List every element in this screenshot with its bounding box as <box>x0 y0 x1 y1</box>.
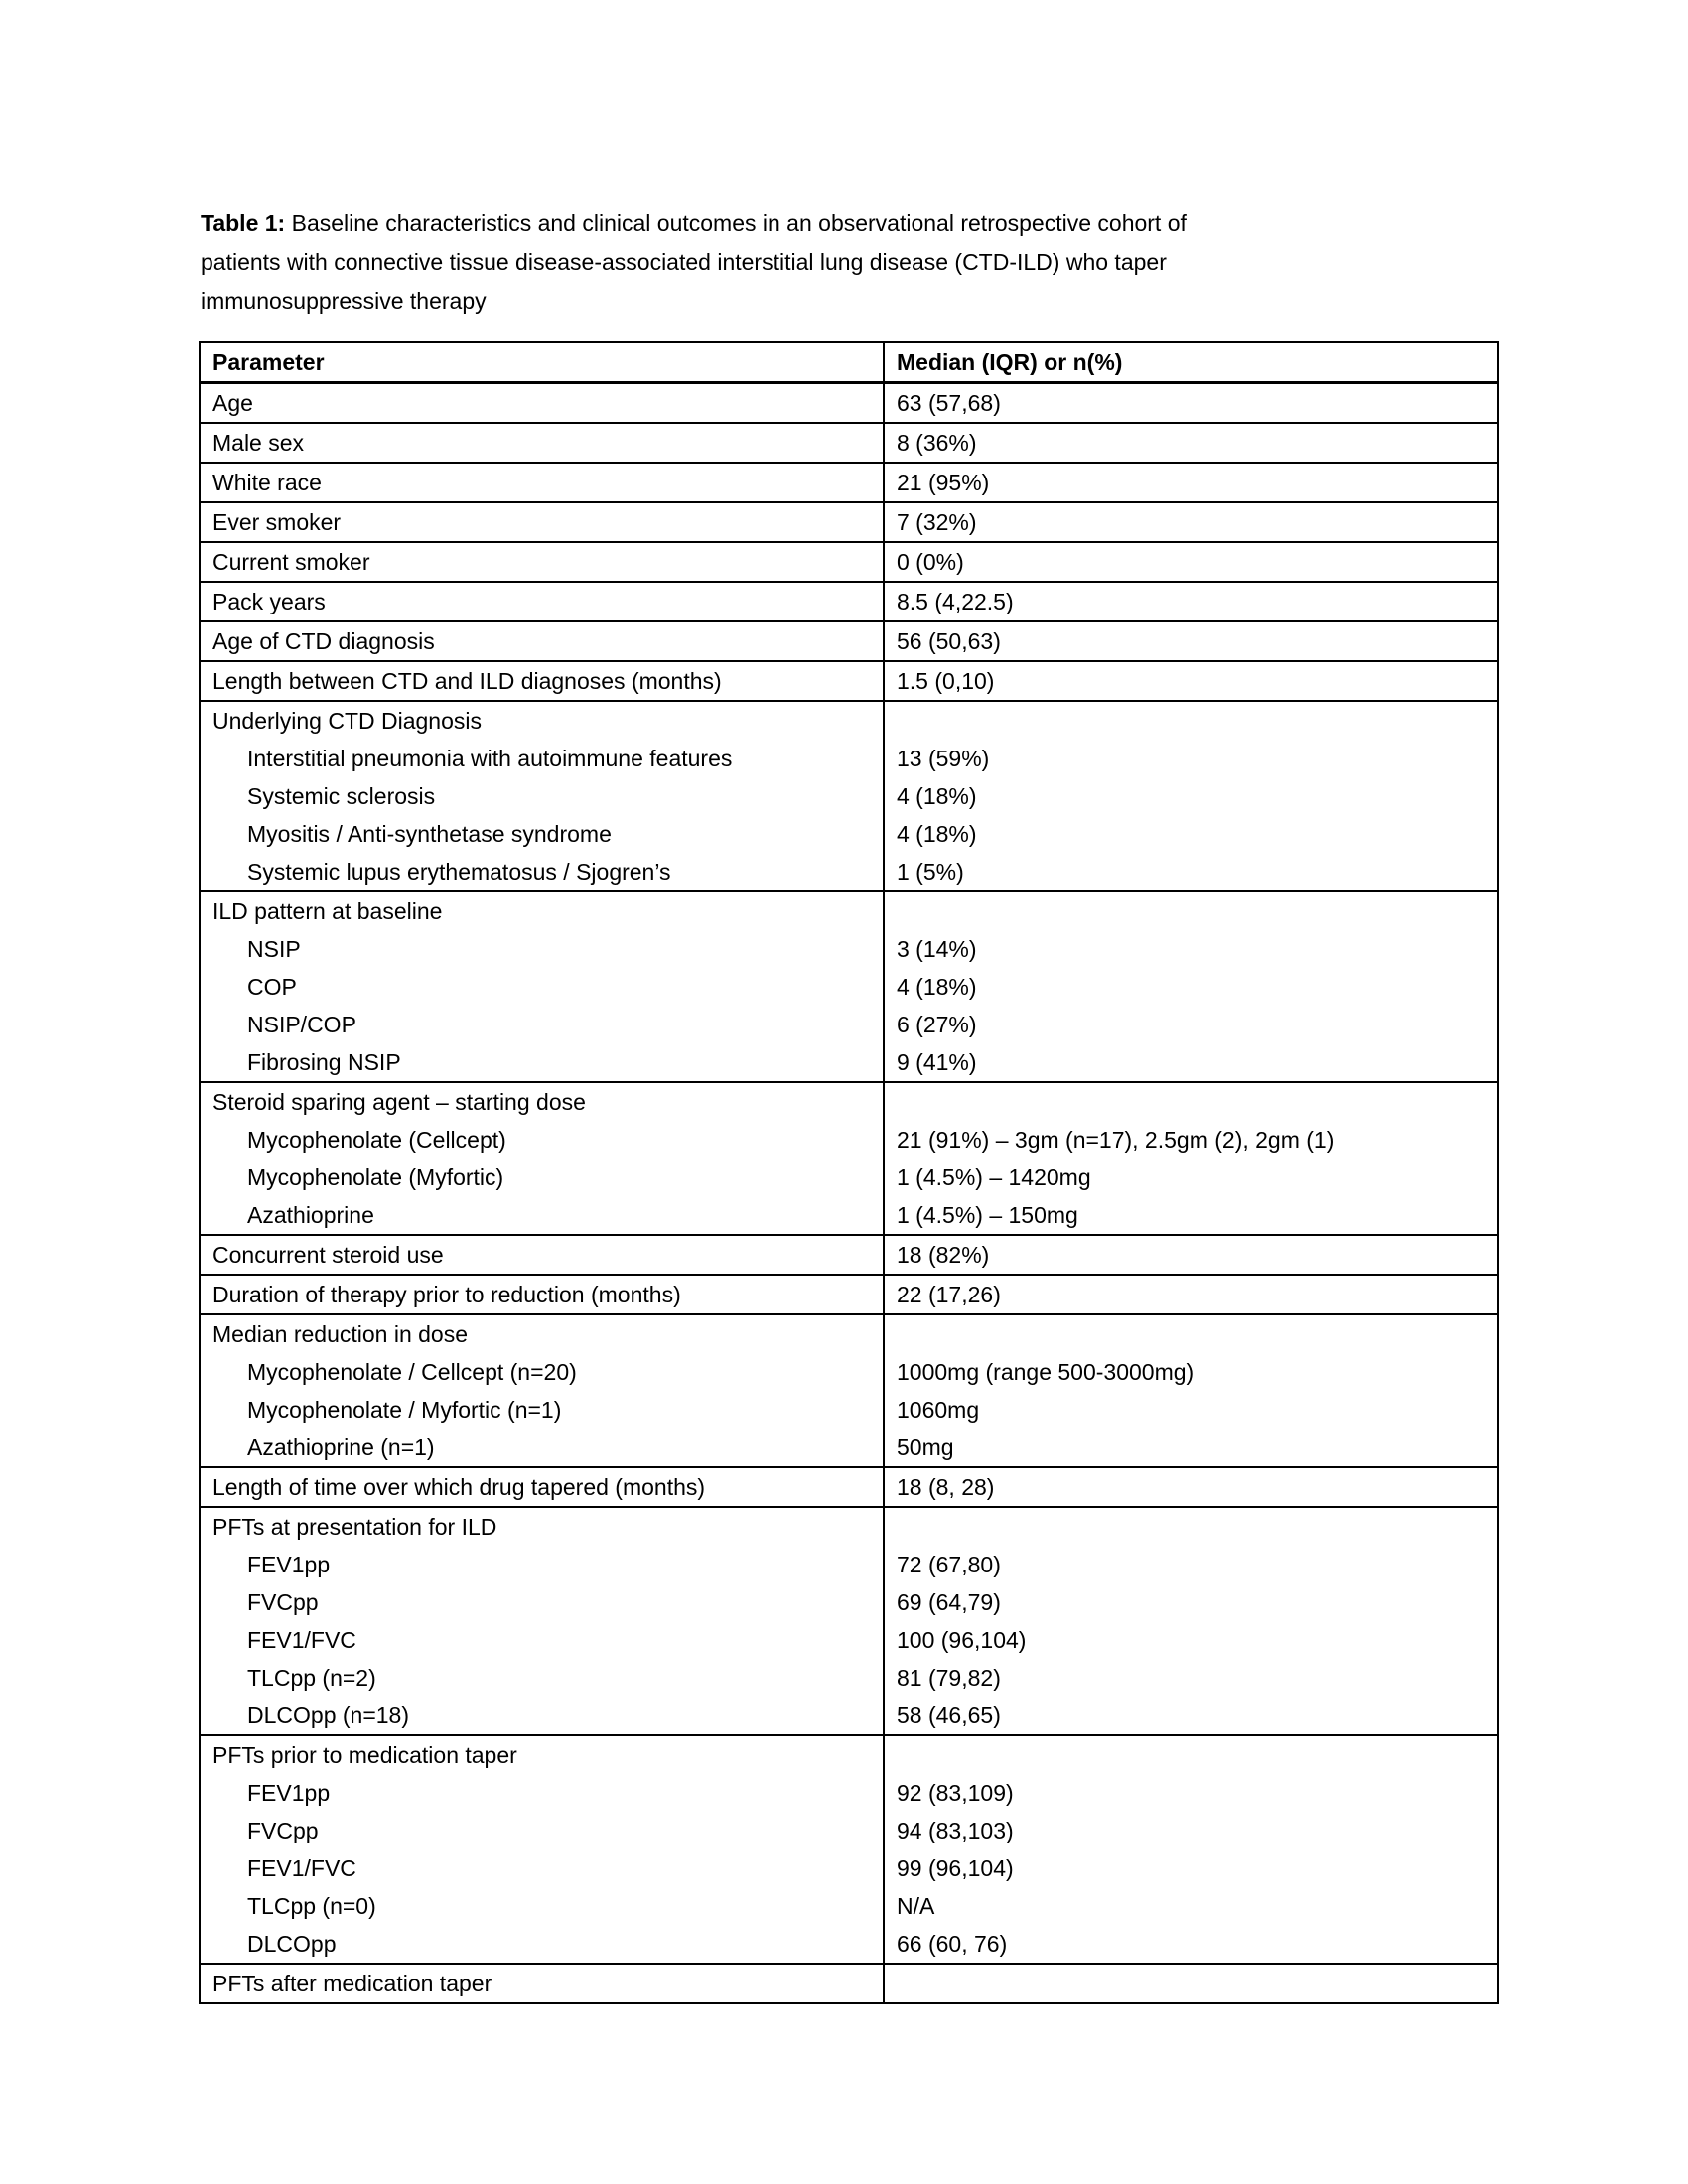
value-cell <box>884 1507 1498 1735</box>
table-row <box>200 582 1498 621</box>
parameter-cell <box>200 701 884 891</box>
table-row <box>200 1235 1498 1275</box>
cell-line: 81 (79,82) <box>897 1665 1001 1691</box>
table-row <box>200 1467 1498 1507</box>
cell-line: 94 (83,103) <box>897 1818 1014 1843</box>
parameter-cell: Current smoker <box>200 542 884 582</box>
caption-label: Table 1: <box>201 210 286 236</box>
baseline-characteristics-table <box>199 341 1499 2004</box>
cell-line: TLCpp (n=2) <box>247 1665 376 1691</box>
value-cell <box>884 1082 1498 1235</box>
cell-line: 4 (18%) <box>897 783 977 809</box>
table-row <box>200 701 1498 891</box>
table-row <box>200 1735 1498 1964</box>
cell-line: N/A <box>897 1893 935 1919</box>
cell-line: FVCpp <box>247 1589 319 1615</box>
parameter-cell: Male sex <box>200 423 884 463</box>
cell-line: 100 (96,104) <box>897 1627 1027 1653</box>
table-row <box>200 1314 1498 1467</box>
cell-line: TLCpp (n=0) <box>247 1893 376 1919</box>
cell-line: PFTs after medication taper <box>212 1971 492 1996</box>
parameter-cell: Age of CTD diagnosis <box>200 621 884 661</box>
cell-line: Systemic sclerosis <box>247 783 436 809</box>
table-row <box>200 502 1498 542</box>
parameter-cell: Duration of therapy prior to reduction (months) <box>200 1275 884 1314</box>
value-cell <box>884 1735 1498 1964</box>
parameter-cell: Pack years <box>200 582 884 621</box>
parameter-cell <box>200 1314 884 1467</box>
parameter-cell <box>200 891 884 1082</box>
parameter-cell: White race <box>200 463 884 502</box>
table-row <box>200 621 1498 661</box>
cell-line: COP <box>247 974 297 1000</box>
cell-line: 66 (60, 76) <box>897 1931 1008 1957</box>
cell-line: FEV1/FVC <box>247 1627 356 1653</box>
table-row <box>200 1507 1498 1735</box>
cell-line: Myositis / Anti-synthetase syndrome <box>247 821 612 847</box>
value-cell: 18 (8, 28) <box>884 1467 1498 1507</box>
cell-line: Median reduction in dose <box>212 1321 468 1347</box>
cell-line: Azathioprine <box>247 1202 374 1228</box>
table-row <box>200 1964 1498 2003</box>
parameter-cell: Age <box>200 383 884 424</box>
value-cell <box>884 1964 1498 2003</box>
value-cell: 18 (82%) <box>884 1235 1498 1275</box>
value-cell: 1.5 (0,10) <box>884 661 1498 701</box>
table-row <box>200 891 1498 1082</box>
parameter-cell: Concurrent steroid use <box>200 1235 884 1275</box>
parameter-cell: Ever smoker <box>200 502 884 542</box>
cell-line: Steroid sparing agent – starting dose <box>212 1089 586 1115</box>
cell-line: NSIP/COP <box>247 1012 356 1037</box>
parameter-cell <box>200 1507 884 1735</box>
cell-line: FEV1pp <box>247 1552 331 1577</box>
cell-line: 1060mg <box>897 1397 980 1423</box>
caption-line-2: patients with connective tissue disease-associated interstitial lung disease (CTD-ILD) who taper <box>201 249 1167 275</box>
cell-line <box>897 1315 1489 1353</box>
cell-line: 13 (59%) <box>897 746 990 771</box>
value-cell <box>884 1314 1498 1467</box>
cell-line: 21 (91%) – 3gm (n=17), 2.5gm (2), 2gm (1) <box>897 1127 1335 1153</box>
parameter-cell <box>200 1964 884 2003</box>
table-row <box>200 423 1498 463</box>
cell-line: 1 (4.5%) – 1420mg <box>897 1164 1091 1190</box>
table-body <box>200 383 1498 2004</box>
value-cell: 8 (36%) <box>884 423 1498 463</box>
value-cell: 63 (57,68) <box>884 383 1498 424</box>
cell-line: 92 (83,109) <box>897 1780 1014 1806</box>
column-header-parameter: Parameter <box>200 342 884 383</box>
cell-line: Mycophenolate / Myfortic (n=1) <box>247 1397 562 1423</box>
cell-line: 72 (67,80) <box>897 1552 1001 1577</box>
cell-line: Mycophenolate (Cellcept) <box>247 1127 506 1153</box>
cell-line: 4 (18%) <box>897 974 977 1000</box>
cell-line: 9 (41%) <box>897 1049 977 1075</box>
caption-line-3: immunosuppressive therapy <box>201 288 487 314</box>
table-header-row <box>200 342 1498 383</box>
cell-line: 3 (14%) <box>897 936 977 962</box>
cell-line: Underlying CTD Diagnosis <box>212 708 482 734</box>
table-caption <box>201 205 1501 321</box>
cell-line: 58 (46,65) <box>897 1703 1001 1728</box>
value-cell: 56 (50,63) <box>884 621 1498 661</box>
cell-line: ILD pattern at baseline <box>212 898 443 924</box>
cell-line: Systemic lupus erythematosus / Sjogren’s <box>247 859 671 885</box>
table-row <box>200 542 1498 582</box>
parameter-cell <box>200 1735 884 1964</box>
cell-line: FEV1/FVC <box>247 1855 356 1881</box>
table-row <box>200 1275 1498 1314</box>
cell-line: 50mg <box>897 1434 954 1460</box>
value-cell: 22 (17,26) <box>884 1275 1498 1314</box>
value-cell: 8.5 (4,22.5) <box>884 582 1498 621</box>
value-cell <box>884 701 1498 891</box>
cell-line: DLCOpp <box>247 1931 337 1957</box>
table-row <box>200 661 1498 701</box>
cell-line: Fibrosing NSIP <box>247 1049 401 1075</box>
parameter-cell: Length of time over which drug tapered (months) <box>200 1467 884 1507</box>
column-header-median: Median (IQR) or n(%) <box>884 342 1498 383</box>
cell-line: 69 (64,79) <box>897 1589 1001 1615</box>
cell-line: 1 (5%) <box>897 859 964 885</box>
cell-line <box>897 702 1489 740</box>
cell-line: Mycophenolate / Cellcept (n=20) <box>247 1359 577 1385</box>
cell-line: FEV1pp <box>247 1780 331 1806</box>
cell-line: 99 (96,104) <box>897 1855 1014 1881</box>
cell-line: 4 (18%) <box>897 821 977 847</box>
value-cell: 21 (95%) <box>884 463 1498 502</box>
cell-line: Mycophenolate (Myfortic) <box>247 1164 504 1190</box>
cell-line: PFTs prior to medication taper <box>212 1742 517 1768</box>
parameter-cell: Length between CTD and ILD diagnoses (months) <box>200 661 884 701</box>
cell-line: PFTs at presentation for ILD <box>212 1514 497 1540</box>
cell-line: 1 (4.5%) – 150mg <box>897 1202 1078 1228</box>
caption-text: Baseline characteristics and clinical outcomes in an observational retrospective cohort of <box>285 210 1187 236</box>
cell-line: DLCOpp (n=18) <box>247 1703 409 1728</box>
cell-line: 6 (27%) <box>897 1012 977 1037</box>
cell-line: Interstitial pneumonia with autoimmune features <box>247 746 733 771</box>
caption-line-1 <box>201 205 1501 243</box>
cell-line <box>897 1508 1489 1546</box>
table-row <box>200 1082 1498 1235</box>
cell-line: Azathioprine (n=1) <box>247 1434 435 1460</box>
cell-line: NSIP <box>247 936 301 962</box>
cell-line <box>897 1736 1489 1774</box>
cell-line: FVCpp <box>247 1818 319 1843</box>
cell-line <box>897 892 1489 930</box>
value-cell <box>884 891 1498 1082</box>
cell-line: 1000mg (range 500-3000mg) <box>897 1359 1195 1385</box>
parameter-cell <box>200 1082 884 1235</box>
table-row <box>200 383 1498 424</box>
value-cell: 0 (0%) <box>884 542 1498 582</box>
table-row <box>200 463 1498 502</box>
value-cell: 7 (32%) <box>884 502 1498 542</box>
cell-line <box>897 1083 1489 1121</box>
